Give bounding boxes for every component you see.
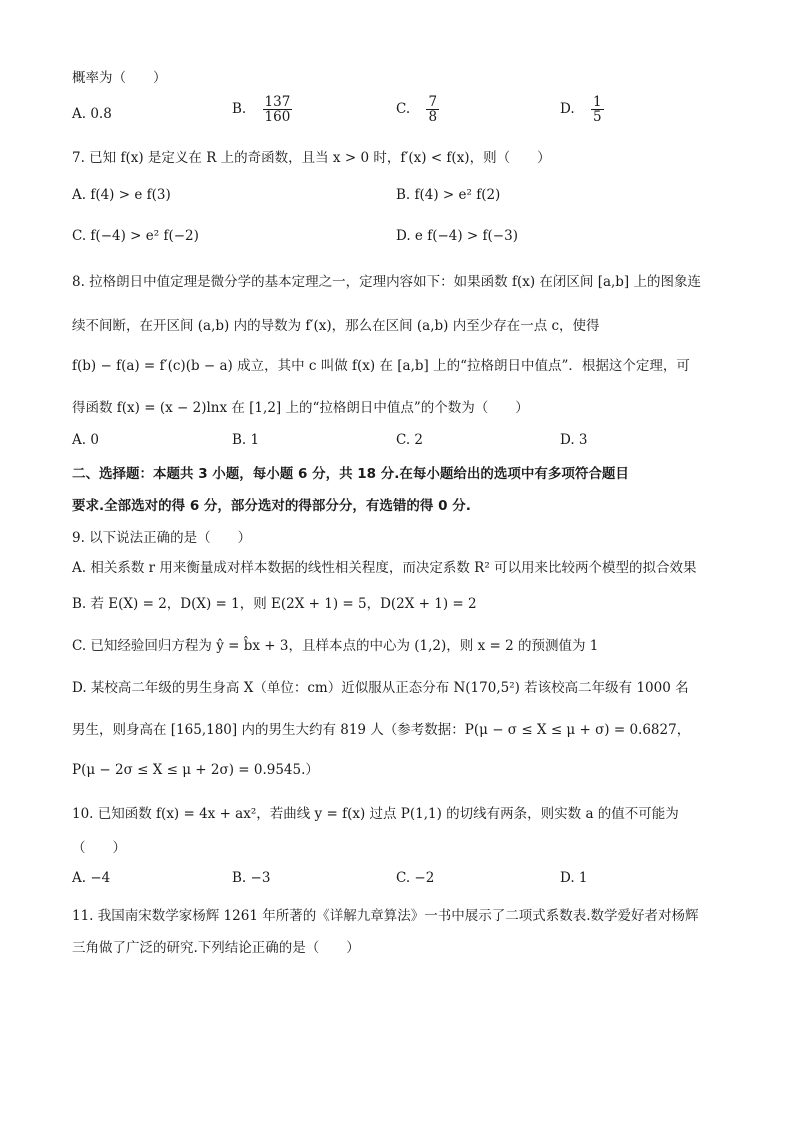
q9-option-c: C. 已知经验回归方程为 ŷ = b̂x + 3，且样本点的中心为 (1,2)，则 x = 2 的预测值为 1 bbox=[72, 638, 599, 654]
q6-option-c bbox=[396, 95, 439, 124]
q9-option-d-line-3: P(μ − 2σ ≤ X ≤ μ + 2σ) = 0.9545.） bbox=[72, 762, 319, 778]
q9-stem: 9. 以下说法正确的是（ ） bbox=[72, 530, 252, 546]
q10-option-b: B. −3 bbox=[232, 870, 271, 886]
section-heading-line-1: 二、选择题：本题共 3 小题，每小题 6 分，共 18 分.在每小题给出的选项中有多项符合题目 bbox=[72, 466, 629, 482]
q8-line-1: 8. 拉格朗日中值定理是微分学的基本定理之一，定理内容如下：如果函数 f(x) 在闭区间 [a,b] 上的图象连 bbox=[72, 274, 701, 290]
intro-text: 概率为（ ） bbox=[72, 70, 167, 86]
q10-stem: 10. 已知函数 f(x) = 4x + ax²，若曲线 y = f(x) 过点 P(1,1) 的切线有两条，则实数 a 的值不可能为 bbox=[72, 806, 679, 822]
q6-option-d bbox=[560, 95, 604, 124]
q6-option-d-label: D. bbox=[560, 101, 575, 118]
q6-option-c-fraction bbox=[426, 95, 439, 124]
q8-line-2: 续不间断，在开区间 (a,b) 内的导数为 f′(x)，那么在区间 (a,b) 内至少存在一点 c，使得 bbox=[72, 318, 600, 334]
section-heading-line-2: 要求.全部选对的得 6 分，部分选对的得部分分，有选错的得 0 分. bbox=[72, 498, 471, 514]
q8-line-4: 得函数 f(x) = (x − 2)lnx 在 [1,2] 上的“拉格朗日中值点”的个数为（ ） bbox=[72, 400, 529, 416]
q9-option-a: A. 相关系数 r 用来衡量成对样本数据的线性相关程度，而决定系数 R² 可以用来比较两个模型的拟合效果 bbox=[72, 560, 697, 576]
q11-line-1: 11. 我国南宋数学家杨辉 1261 年所著的《详解九章算法》一书中展示了二项式系数表.数学爱好者对杨辉 bbox=[72, 908, 699, 924]
q6-option-c-label: C. bbox=[396, 101, 411, 118]
q10-option-d: D. 1 bbox=[560, 870, 588, 886]
fraction-denominator: 8 bbox=[428, 109, 438, 126]
q10-option-a: A. −4 bbox=[72, 870, 111, 886]
q10-option-c: C. −2 bbox=[396, 870, 435, 886]
q6-option-a: A. 0.8 bbox=[72, 106, 112, 122]
fraction-numerator: 137 bbox=[264, 94, 291, 110]
q9-option-d-line-1: D. 某校高二年级的男生身高 X（单位：cm）近似服从正态分布 N(170,5²) 若该校高二年级有 1000 名 bbox=[72, 680, 689, 696]
q7-option-c: C. f(−4) > e² f(−2) bbox=[72, 228, 199, 244]
q6-option-b-label: B. bbox=[232, 101, 247, 118]
q7-option-b: B. f(4) > e² f(2) bbox=[396, 187, 501, 203]
fraction-denominator: 160 bbox=[264, 109, 291, 126]
q7-option-a: A. f(4) > e f(3) bbox=[72, 187, 171, 203]
q8-option-a: A. 0 bbox=[72, 432, 99, 448]
fraction-numerator: 1 bbox=[592, 94, 602, 110]
q7-option-d: D. e f(−4) > f(−3) bbox=[396, 228, 518, 244]
q8-line-3: f(b) − f(a) = f′(c)(b − a) 成立，其中 c 叫做 f(x) 在 [a,b] 上的“拉格朗日中值点”．根据这个定理，可 bbox=[72, 358, 690, 374]
q10-paren: （ ） bbox=[72, 840, 126, 856]
fraction-numerator: 7 bbox=[428, 94, 438, 110]
q8-option-c: C. 2 bbox=[396, 432, 424, 448]
q6-option-b bbox=[232, 95, 292, 124]
q7-stem: 7. 已知 f(x) 是定义在 R 上的奇函数，且当 x > 0 时，f′(x) < f(x)，则（ ） bbox=[72, 150, 551, 166]
fraction-denominator: 5 bbox=[592, 109, 602, 126]
q8-option-b: B. 1 bbox=[232, 432, 260, 448]
q6-option-d-fraction bbox=[591, 95, 604, 124]
q9-option-d-line-2: 男生，则身高在 [165,180] 内的男生大约有 819 人（参考数据：P(μ − σ ≤ X ≤ μ + σ) = 0.6827， bbox=[72, 722, 691, 738]
q6-option-b-fraction bbox=[263, 95, 293, 124]
q9-option-b: B. 若 E(X) = 2，D(X) = 1，则 E(2X + 1) = 5，D(2X + 1) = 2 bbox=[72, 596, 477, 612]
q11-line-2: 三角做了广泛的研究.下列结论正确的是（ ） bbox=[72, 940, 360, 956]
q8-option-d: D. 3 bbox=[560, 432, 588, 448]
